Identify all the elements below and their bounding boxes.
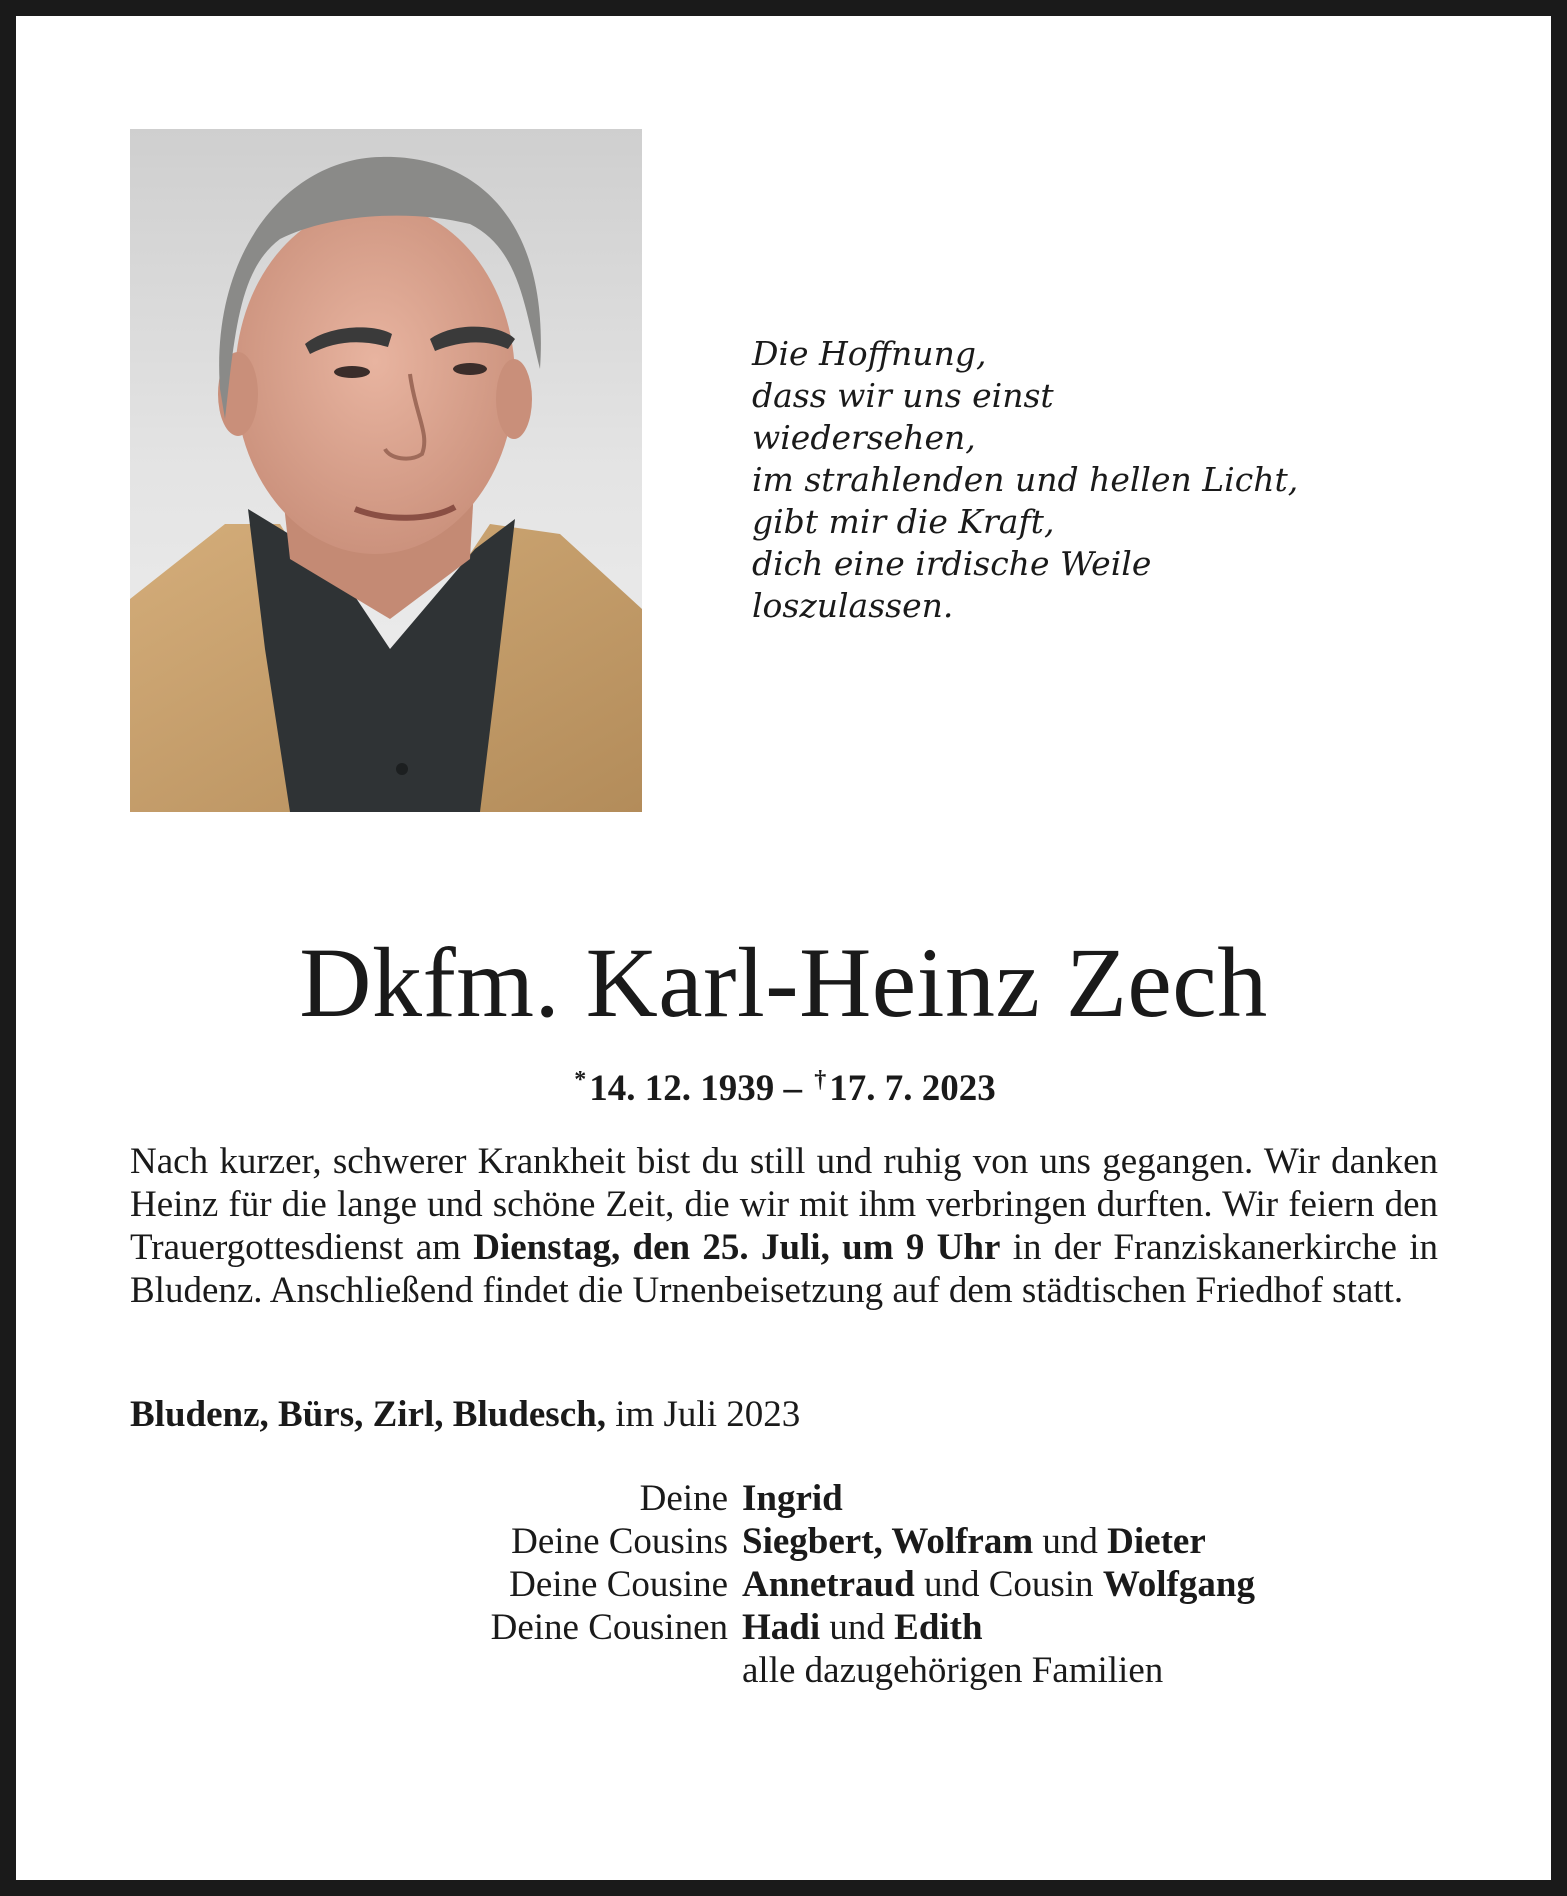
- family-connector: alle dazugehörigen Familien: [742, 1650, 1164, 1691]
- portrait-illustration: [130, 129, 642, 812]
- family-connector: und Cousin: [914, 1564, 1103, 1605]
- family-relation: Deine Cousine: [509, 1564, 728, 1605]
- deceased-name: Dkfm. Karl-Heinz Zech: [299, 927, 1268, 1038]
- family-member-name: Dieter: [1107, 1521, 1206, 1562]
- birth-symbol: *: [574, 1067, 587, 1093]
- family-row: [130, 1563, 1438, 1606]
- life-dates: [0, 1056, 1567, 1113]
- death-date: 17. 7. 2023: [829, 1068, 996, 1109]
- announcement-part: Nach kurzer, schwerer Krankheit bist du still und ruhig von uns gegangen. Wir danken Heinz für die lange und schöne Zeit, die wir mit ihm verbringen durften. Wir feiern den Trauergottesdienst am: [130, 1141, 1438, 1268]
- announcement-part: in der Franziskanerkirche in Bludenz. Anschließend findet die Urnenbeisetzung auf dem städtischen Friedhof statt.: [130, 1227, 1438, 1311]
- poem-line: dass wir uns einst: [752, 376, 1054, 415]
- poem: [752, 333, 1312, 627]
- family-list: [130, 1477, 1438, 1692]
- poem-line: gibt mir die Kraft,: [752, 502, 1055, 541]
- family-row: [130, 1606, 1438, 1649]
- places: Bludenz, Bürs, Zirl, Bludesch,: [130, 1394, 606, 1435]
- location-date: im Juli 2023: [605, 1394, 801, 1435]
- family-connector: und: [1033, 1521, 1108, 1562]
- service-datetime: Dienstag, den 25. Juli, um 9 Uhr: [473, 1227, 1001, 1268]
- family-row: [130, 1520, 1438, 1563]
- family-relation: Deine Cousins: [511, 1521, 728, 1562]
- family-names: [742, 1520, 1438, 1563]
- family-member-name: Edith: [894, 1607, 983, 1648]
- poem-line: im strahlenden und hellen Licht,: [752, 460, 1299, 499]
- poem-line: dich eine irdische Weile: [752, 544, 1152, 583]
- family-relation: [130, 1649, 742, 1692]
- family-member-name: Annetraud: [742, 1564, 915, 1605]
- family-member-name: Ingrid: [742, 1478, 843, 1519]
- poem-line: wiedersehen,: [752, 418, 976, 457]
- family-names: [742, 1649, 1438, 1692]
- family-names: [742, 1563, 1438, 1606]
- family-names: [742, 1606, 1438, 1649]
- poem-line: Die Hoffnung,: [752, 334, 987, 373]
- family-member-name: Hadi: [742, 1607, 821, 1648]
- family-names: [742, 1477, 1438, 1520]
- family-row: [130, 1649, 1438, 1692]
- family-row: [130, 1477, 1438, 1520]
- family-member-name: Siegbert, Wolfram: [742, 1521, 1034, 1562]
- announcement-text: [130, 1140, 1438, 1312]
- family-member-name: Wolfgang: [1102, 1564, 1255, 1605]
- family-connector: und: [820, 1607, 895, 1648]
- portrait-photo: [130, 129, 642, 812]
- poem-line: loszulassen.: [752, 586, 954, 625]
- family-relation: Deine: [639, 1478, 728, 1519]
- death-symbol: †: [814, 1067, 827, 1093]
- family-relation: Deine Cousinen: [490, 1607, 728, 1648]
- date-separator: –: [783, 1068, 802, 1109]
- location-line: [130, 1393, 800, 1436]
- birth-date: 14. 12. 1939: [589, 1068, 775, 1109]
